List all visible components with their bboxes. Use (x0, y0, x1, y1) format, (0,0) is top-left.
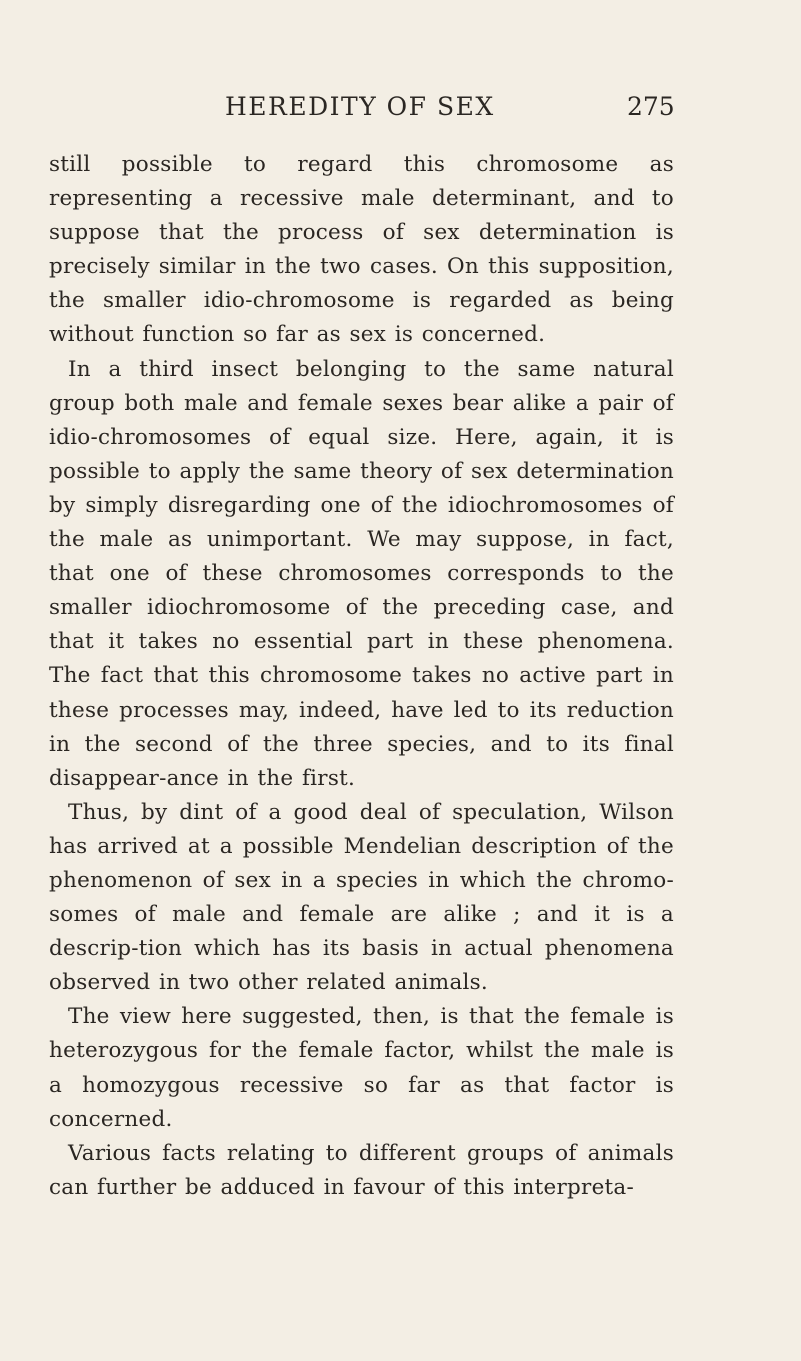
running-head: HEREDITY OF SEX (225, 92, 495, 121)
paragraph: Various facts relating to different groups of animals can further be adduced in favour of this interpreta- (49, 1140, 674, 1200)
body-text (49, 148, 674, 1205)
page-number: 275 (627, 92, 675, 121)
paragraph: Thus, by dint of a good deal of speculation, Wilson has arrived at a possible Mendelian description of the phenomenon of sex in a species in which the chromo-somes of male and female are alike ; and it is a descrip-tion which has its basis in actual phenomena observed in two other related animals. (49, 799, 674, 996)
paragraph: The view here suggested, then, is that the female is heterozygous for the female factor, whilst the male is a homozygous recessive so far as that factor is concerned. (49, 1004, 674, 1132)
paragraph-continued: still possible to regard this chromosome as representing a recessive male determinant, and to suppose that the process of sex determination is precisely similar in the two cases. On this supposition, the smaller idio-chromosome is regarded as being without function so far as sex is concerned. (49, 152, 674, 348)
page-header (0, 92, 801, 132)
paragraph: In a third insect belonging to the same natural group both male and female sexes bear alike a pair of idio-chromosomes of equal size. Here, again, it is possible to apply the same theory of sex determination by simply disregarding one of the idiochromosomes of the male as unimportant. We may suppose, in fact, that one of these chromosomes corresponds to the smaller idiochromosome of the preceding case, and that it takes no essential part in these phenomena. The fact that this chromosome takes no active part in these processes may, indeed, have led to its reduction in the second of the three species, and to its final disappear-ance in the first. (49, 356, 674, 791)
